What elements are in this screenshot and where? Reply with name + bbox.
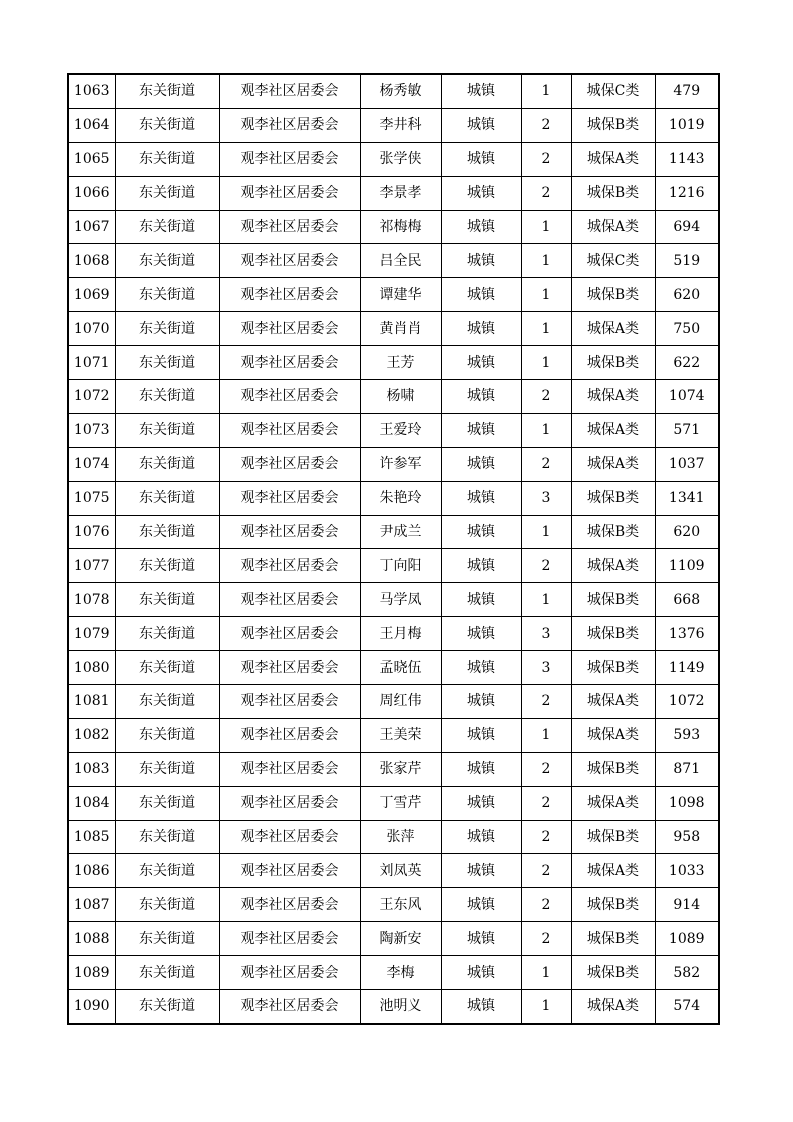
area-type-cell: 城镇 [441, 481, 521, 515]
street-cell: 东关街道 [115, 142, 219, 176]
street-cell: 东关街道 [115, 346, 219, 380]
row-number-cell: 1067 [68, 210, 115, 244]
street-cell: 东关街道 [115, 888, 219, 922]
amount-cell: 1089 [655, 922, 719, 956]
area-type-cell: 城镇 [441, 142, 521, 176]
committee-cell: 观李社区居委会 [219, 447, 360, 481]
table-row [68, 176, 719, 210]
table-row [68, 752, 719, 786]
table-row [68, 922, 719, 956]
area-type-cell: 城镇 [441, 651, 521, 685]
amount-cell: 914 [655, 888, 719, 922]
amount-cell: 750 [655, 312, 719, 346]
table-row [68, 854, 719, 888]
amount-cell: 668 [655, 583, 719, 617]
household-size-cell: 1 [521, 583, 571, 617]
name-cell: 尹成兰 [360, 515, 441, 549]
amount-cell: 620 [655, 278, 719, 312]
committee-cell: 观李社区居委会 [219, 142, 360, 176]
street-cell: 东关街道 [115, 549, 219, 583]
household-size-cell: 2 [521, 786, 571, 820]
category-cell: 城保B类 [571, 346, 655, 380]
category-cell: 城保B类 [571, 617, 655, 651]
roster-body [68, 74, 719, 1024]
household-size-cell: 3 [521, 651, 571, 685]
category-cell: 城保B类 [571, 752, 655, 786]
household-size-cell: 1 [521, 413, 571, 447]
household-size-cell: 1 [521, 312, 571, 346]
area-type-cell: 城镇 [441, 74, 521, 108]
committee-cell: 观李社区居委会 [219, 956, 360, 990]
street-cell: 东关街道 [115, 956, 219, 990]
area-type-cell: 城镇 [441, 820, 521, 854]
committee-cell: 观李社区居委会 [219, 244, 360, 278]
area-type-cell: 城镇 [441, 447, 521, 481]
committee-cell: 观李社区居委会 [219, 583, 360, 617]
amount-cell: 1109 [655, 549, 719, 583]
household-size-cell: 2 [521, 380, 571, 414]
street-cell: 东关街道 [115, 922, 219, 956]
area-type-cell: 城镇 [441, 312, 521, 346]
row-number-cell: 1073 [68, 413, 115, 447]
household-size-cell: 2 [521, 549, 571, 583]
name-cell: 谭建华 [360, 278, 441, 312]
table-row [68, 380, 719, 414]
row-number-cell: 1080 [68, 651, 115, 685]
row-number-cell: 1071 [68, 346, 115, 380]
table-row [68, 888, 719, 922]
committee-cell: 观李社区居委会 [219, 617, 360, 651]
household-size-cell: 1 [521, 956, 571, 990]
name-cell: 孟晓伍 [360, 651, 441, 685]
committee-cell: 观李社区居委会 [219, 888, 360, 922]
street-cell: 东关街道 [115, 244, 219, 278]
category-cell: 城保A类 [571, 990, 655, 1024]
name-cell: 周红伟 [360, 685, 441, 719]
table-row [68, 108, 719, 142]
amount-cell: 571 [655, 413, 719, 447]
name-cell: 李景孝 [360, 176, 441, 210]
name-cell: 张学侠 [360, 142, 441, 176]
table-row [68, 583, 719, 617]
street-cell: 东关街道 [115, 380, 219, 414]
table-row [68, 956, 719, 990]
table-row [68, 74, 719, 108]
household-size-cell: 2 [521, 922, 571, 956]
category-cell: 城保A类 [571, 854, 655, 888]
row-number-cell: 1083 [68, 752, 115, 786]
category-cell: 城保A类 [571, 786, 655, 820]
area-type-cell: 城镇 [441, 413, 521, 447]
table-row [68, 312, 719, 346]
committee-cell: 观李社区居委会 [219, 312, 360, 346]
area-type-cell: 城镇 [441, 956, 521, 990]
committee-cell: 观李社区居委会 [219, 481, 360, 515]
table-row [68, 346, 719, 380]
category-cell: 城保B类 [571, 176, 655, 210]
roster-table [67, 73, 720, 1025]
category-cell: 城保C类 [571, 244, 655, 278]
committee-cell: 观李社区居委会 [219, 820, 360, 854]
committee-cell: 观李社区居委会 [219, 651, 360, 685]
name-cell: 丁雪芹 [360, 786, 441, 820]
row-number-cell: 1065 [68, 142, 115, 176]
area-type-cell: 城镇 [441, 854, 521, 888]
category-cell: 城保B类 [571, 888, 655, 922]
committee-cell: 观李社区居委会 [219, 922, 360, 956]
street-cell: 东关街道 [115, 176, 219, 210]
street-cell: 东关街道 [115, 481, 219, 515]
table-row [68, 617, 719, 651]
area-type-cell: 城镇 [441, 244, 521, 278]
category-cell: 城保A类 [571, 718, 655, 752]
name-cell: 吕全民 [360, 244, 441, 278]
row-number-cell: 1087 [68, 888, 115, 922]
street-cell: 东关街道 [115, 752, 219, 786]
category-cell: 城保A类 [571, 142, 655, 176]
committee-cell: 观李社区居委会 [219, 74, 360, 108]
name-cell: 陶新安 [360, 922, 441, 956]
name-cell: 池明义 [360, 990, 441, 1024]
amount-cell: 1019 [655, 108, 719, 142]
amount-cell: 694 [655, 210, 719, 244]
category-cell: 城保B类 [571, 278, 655, 312]
table-row [68, 481, 719, 515]
category-cell: 城保A类 [571, 685, 655, 719]
street-cell: 东关街道 [115, 210, 219, 244]
street-cell: 东关街道 [115, 108, 219, 142]
amount-cell: 1376 [655, 617, 719, 651]
amount-cell: 1341 [655, 481, 719, 515]
name-cell: 李井科 [360, 108, 441, 142]
table-row [68, 786, 719, 820]
area-type-cell: 城镇 [441, 108, 521, 142]
street-cell: 东关街道 [115, 990, 219, 1024]
row-number-cell: 1085 [68, 820, 115, 854]
household-size-cell: 1 [521, 718, 571, 752]
amount-cell: 1098 [655, 786, 719, 820]
category-cell: 城保B类 [571, 651, 655, 685]
row-number-cell: 1088 [68, 922, 115, 956]
table-row [68, 142, 719, 176]
street-cell: 东关街道 [115, 583, 219, 617]
category-cell: 城保A类 [571, 413, 655, 447]
street-cell: 东关街道 [115, 515, 219, 549]
area-type-cell: 城镇 [441, 176, 521, 210]
area-type-cell: 城镇 [441, 549, 521, 583]
category-cell: 城保A类 [571, 447, 655, 481]
table-row [68, 990, 719, 1024]
category-cell: 城保A类 [571, 210, 655, 244]
area-type-cell: 城镇 [441, 278, 521, 312]
amount-cell: 1033 [655, 854, 719, 888]
row-number-cell: 1081 [68, 685, 115, 719]
amount-cell: 620 [655, 515, 719, 549]
amount-cell: 1072 [655, 685, 719, 719]
household-size-cell: 3 [521, 481, 571, 515]
street-cell: 东关街道 [115, 820, 219, 854]
household-size-cell: 1 [521, 210, 571, 244]
area-type-cell: 城镇 [441, 685, 521, 719]
amount-cell: 574 [655, 990, 719, 1024]
table-row [68, 718, 719, 752]
table-row [68, 515, 719, 549]
name-cell: 许参军 [360, 447, 441, 481]
name-cell: 王美荣 [360, 718, 441, 752]
committee-cell: 观李社区居委会 [219, 515, 360, 549]
committee-cell: 观李社区居委会 [219, 685, 360, 719]
row-number-cell: 1084 [68, 786, 115, 820]
committee-cell: 观李社区居委会 [219, 210, 360, 244]
row-number-cell: 1066 [68, 176, 115, 210]
amount-cell: 622 [655, 346, 719, 380]
street-cell: 东关街道 [115, 786, 219, 820]
row-number-cell: 1076 [68, 515, 115, 549]
row-number-cell: 1090 [68, 990, 115, 1024]
name-cell: 李梅 [360, 956, 441, 990]
table-row [68, 413, 719, 447]
household-size-cell: 2 [521, 854, 571, 888]
area-type-cell: 城镇 [441, 990, 521, 1024]
category-cell: 城保C类 [571, 74, 655, 108]
category-cell: 城保A类 [571, 380, 655, 414]
category-cell: 城保B类 [571, 515, 655, 549]
row-number-cell: 1064 [68, 108, 115, 142]
street-cell: 东关街道 [115, 685, 219, 719]
household-size-cell: 3 [521, 617, 571, 651]
table-row [68, 278, 719, 312]
row-number-cell: 1086 [68, 854, 115, 888]
committee-cell: 观李社区居委会 [219, 752, 360, 786]
category-cell: 城保A类 [571, 312, 655, 346]
committee-cell: 观李社区居委会 [219, 346, 360, 380]
household-size-cell: 2 [521, 888, 571, 922]
row-number-cell: 1082 [68, 718, 115, 752]
committee-cell: 观李社区居委会 [219, 549, 360, 583]
row-number-cell: 1079 [68, 617, 115, 651]
committee-cell: 观李社区居委会 [219, 990, 360, 1024]
committee-cell: 观李社区居委会 [219, 413, 360, 447]
street-cell: 东关街道 [115, 413, 219, 447]
street-cell: 东关街道 [115, 854, 219, 888]
table-row [68, 549, 719, 583]
table-row [68, 210, 719, 244]
street-cell: 东关街道 [115, 278, 219, 312]
street-cell: 东关街道 [115, 74, 219, 108]
area-type-cell: 城镇 [441, 515, 521, 549]
area-type-cell: 城镇 [441, 380, 521, 414]
name-cell: 刘凤英 [360, 854, 441, 888]
row-number-cell: 1069 [68, 278, 115, 312]
amount-cell: 1149 [655, 651, 719, 685]
row-number-cell: 1075 [68, 481, 115, 515]
area-type-cell: 城镇 [441, 752, 521, 786]
name-cell: 祁梅梅 [360, 210, 441, 244]
amount-cell: 582 [655, 956, 719, 990]
row-number-cell: 1089 [68, 956, 115, 990]
table-row [68, 651, 719, 685]
area-type-cell: 城镇 [441, 922, 521, 956]
row-number-cell: 1063 [68, 74, 115, 108]
committee-cell: 观李社区居委会 [219, 718, 360, 752]
category-cell: 城保B类 [571, 922, 655, 956]
committee-cell: 观李社区居委会 [219, 176, 360, 210]
name-cell: 马学凤 [360, 583, 441, 617]
name-cell: 张家芹 [360, 752, 441, 786]
row-number-cell: 1077 [68, 549, 115, 583]
table-row [68, 820, 719, 854]
category-cell: 城保B类 [571, 956, 655, 990]
committee-cell: 观李社区居委会 [219, 278, 360, 312]
amount-cell: 519 [655, 244, 719, 278]
household-size-cell: 2 [521, 752, 571, 786]
name-cell: 朱艳玲 [360, 481, 441, 515]
row-number-cell: 1078 [68, 583, 115, 617]
name-cell: 王东风 [360, 888, 441, 922]
household-size-cell: 1 [521, 278, 571, 312]
area-type-cell: 城镇 [441, 718, 521, 752]
household-size-cell: 1 [521, 990, 571, 1024]
street-cell: 东关街道 [115, 447, 219, 481]
name-cell: 王芳 [360, 346, 441, 380]
row-number-cell: 1074 [68, 447, 115, 481]
street-cell: 东关街道 [115, 718, 219, 752]
household-size-cell: 2 [521, 142, 571, 176]
amount-cell: 871 [655, 752, 719, 786]
committee-cell: 观李社区居委会 [219, 380, 360, 414]
name-cell: 黄肖肖 [360, 312, 441, 346]
area-type-cell: 城镇 [441, 786, 521, 820]
amount-cell: 593 [655, 718, 719, 752]
street-cell: 东关街道 [115, 617, 219, 651]
street-cell: 东关街道 [115, 312, 219, 346]
area-type-cell: 城镇 [441, 346, 521, 380]
area-type-cell: 城镇 [441, 888, 521, 922]
amount-cell: 1037 [655, 447, 719, 481]
committee-cell: 观李社区居委会 [219, 854, 360, 888]
row-number-cell: 1070 [68, 312, 115, 346]
street-cell: 东关街道 [115, 651, 219, 685]
committee-cell: 观李社区居委会 [219, 786, 360, 820]
table-row [68, 685, 719, 719]
name-cell: 王月梅 [360, 617, 441, 651]
category-cell: 城保B类 [571, 820, 655, 854]
committee-cell: 观李社区居委会 [219, 108, 360, 142]
area-type-cell: 城镇 [441, 210, 521, 244]
amount-cell: 1143 [655, 142, 719, 176]
amount-cell: 1074 [655, 380, 719, 414]
row-number-cell: 1072 [68, 380, 115, 414]
category-cell: 城保B类 [571, 108, 655, 142]
amount-cell: 479 [655, 74, 719, 108]
household-size-cell: 1 [521, 244, 571, 278]
area-type-cell: 城镇 [441, 617, 521, 651]
category-cell: 城保A类 [571, 549, 655, 583]
name-cell: 杨秀敏 [360, 74, 441, 108]
household-size-cell: 2 [521, 685, 571, 719]
household-size-cell: 1 [521, 74, 571, 108]
row-number-cell: 1068 [68, 244, 115, 278]
amount-cell: 958 [655, 820, 719, 854]
household-size-cell: 2 [521, 108, 571, 142]
household-size-cell: 1 [521, 346, 571, 380]
household-size-cell: 1 [521, 515, 571, 549]
name-cell: 丁向阳 [360, 549, 441, 583]
household-size-cell: 2 [521, 447, 571, 481]
category-cell: 城保B类 [571, 481, 655, 515]
category-cell: 城保B类 [571, 583, 655, 617]
name-cell: 杨啸 [360, 380, 441, 414]
amount-cell: 1216 [655, 176, 719, 210]
household-size-cell: 2 [521, 176, 571, 210]
name-cell: 王爱玲 [360, 413, 441, 447]
area-type-cell: 城镇 [441, 583, 521, 617]
household-size-cell: 2 [521, 820, 571, 854]
table-row [68, 244, 719, 278]
name-cell: 张萍 [360, 820, 441, 854]
table-row [68, 447, 719, 481]
